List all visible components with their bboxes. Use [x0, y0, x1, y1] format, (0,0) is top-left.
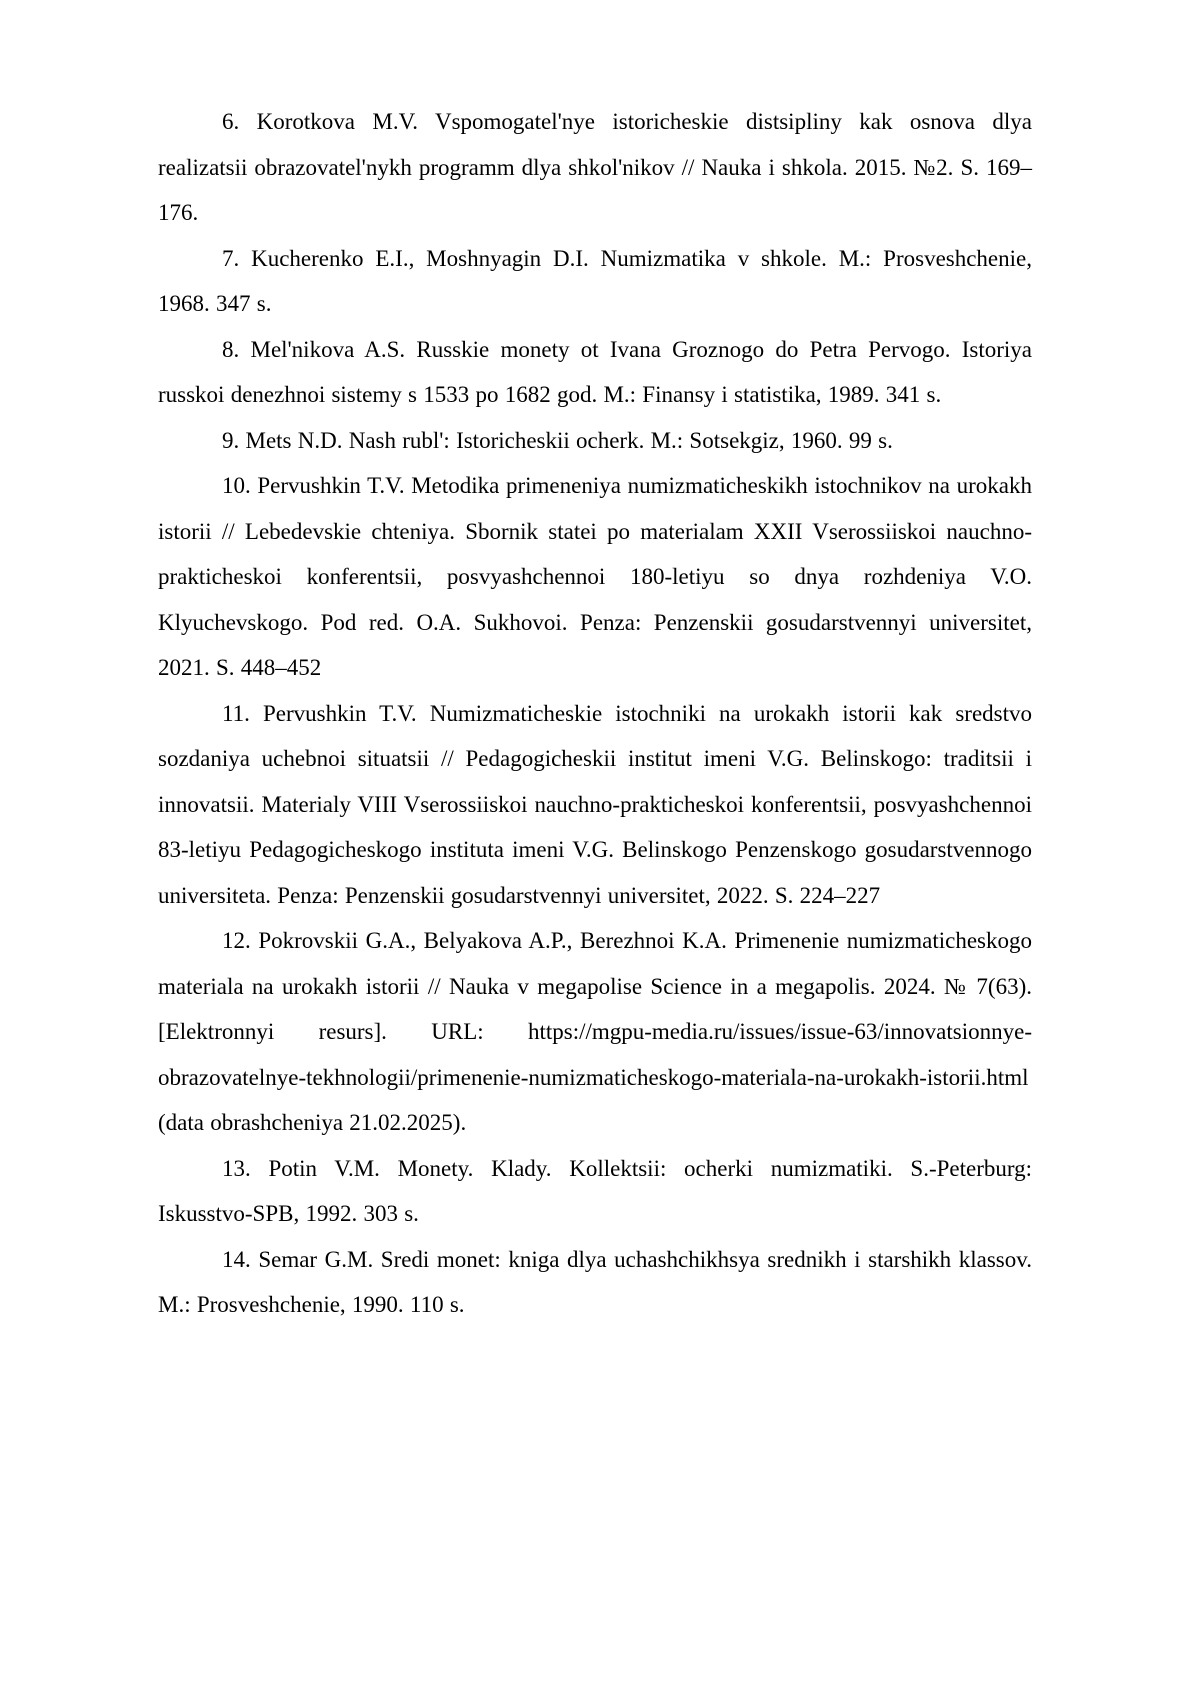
reference-item-12: 12. Pokrovskii G.A., Belyakova A.P., Berezhnoi K.A. Primenenie numizmaticheskogo materiala na urokakh istorii // Nauka v megapolise Science in a megapolis. 2024. № 7(63). [Elektronnyi resurs]. URL: https://mgpu-media.ru/issues/issue-63/innovatsionnye-obrazovatelnye-tekhnologii/primenenie-numizmaticheskogo-materiala-na-urokakh-istorii.html (data obrashcheniya 21.02.2025).	[158, 928, 1032, 1135]
reference-item-13: 13. Potin V.M. Monety. Klady. Kollektsii: ocherki numizmatiki. S.-Peterburg: Iskusstvo-SPB, 1992. 303 s.	[158, 1155, 1032, 1226]
reference-item-7: 7. Kucherenko E.I., Moshnyagin D.I. Numizmatika v shkole. M.: Prosveshchenie, 1968. 347 s.	[158, 245, 1032, 316]
reference-item-10: 10. Pervushkin T.V. Metodika primeneniya numizmaticheskikh istochnikov na urokakh istorii // Lebedevskie chteniya. Sbornik statei po materialam XXII Vserossiiskoi nauchno-prakticheskoi konferentsii, posvyashchennoi 180-letiyu so dnya rozhdeniya V.O. Klyuchevskogo. Pod red. O.A. Sukhovoi. Penza: Penzenskii gosudarstvennyi universitet, 2021. S. 448–452	[158, 473, 1032, 680]
reference-item-11: 11. Pervushkin T.V. Numizmaticheskie istochniki na urokakh istorii kak sredstvo sozdaniya uchebnoi situatsii // Pedagogicheskii institut imeni V.G. Belinskogo: traditsii i innovatsii. Materialy VIII Vserossiiskoi nauchno-prakticheskoi konferentsii, posvyashchennoi 83-letiyu Pedagogicheskogo instituta imeni V.G. Belinskogo Penzenskogo gosudarstvennogo universiteta. Penza: Penzenskii gosudarstvennyi universitet, 2022. S. 224–227	[158, 700, 1032, 908]
reference-item-9: 9. Mets N.D. Nash rubl': Istoricheskii ocherk. M.: Sotsekgiz, 1960. 99 s.	[222, 427, 893, 453]
reference-item-14: 14. Semar G.M. Sredi monet: kniga dlya uchashchikhsya srednikh i starshikh klassov. M.: Prosveshchenie, 1990. 110 s.	[158, 1246, 1032, 1317]
reference-item-6: 6. Korotkova M.V. Vspomogatel'nye istoricheskie distsipliny kak osnova dlya realizatsii obrazovatel'nykh programm dlya shkol'nikov // Nauka i shkola. 2015. №2. S. 169–176.	[158, 109, 1032, 225]
reference-item-8: 8. Mel'nikova A.S. Russkie monety ot Ivana Groznogo do Petra Pervogo. Istoriya russkoi denezhnoi sistemy s 1533 po 1682 god. M.: Finansy i statistika, 1989. 341 s.	[158, 336, 1032, 407]
